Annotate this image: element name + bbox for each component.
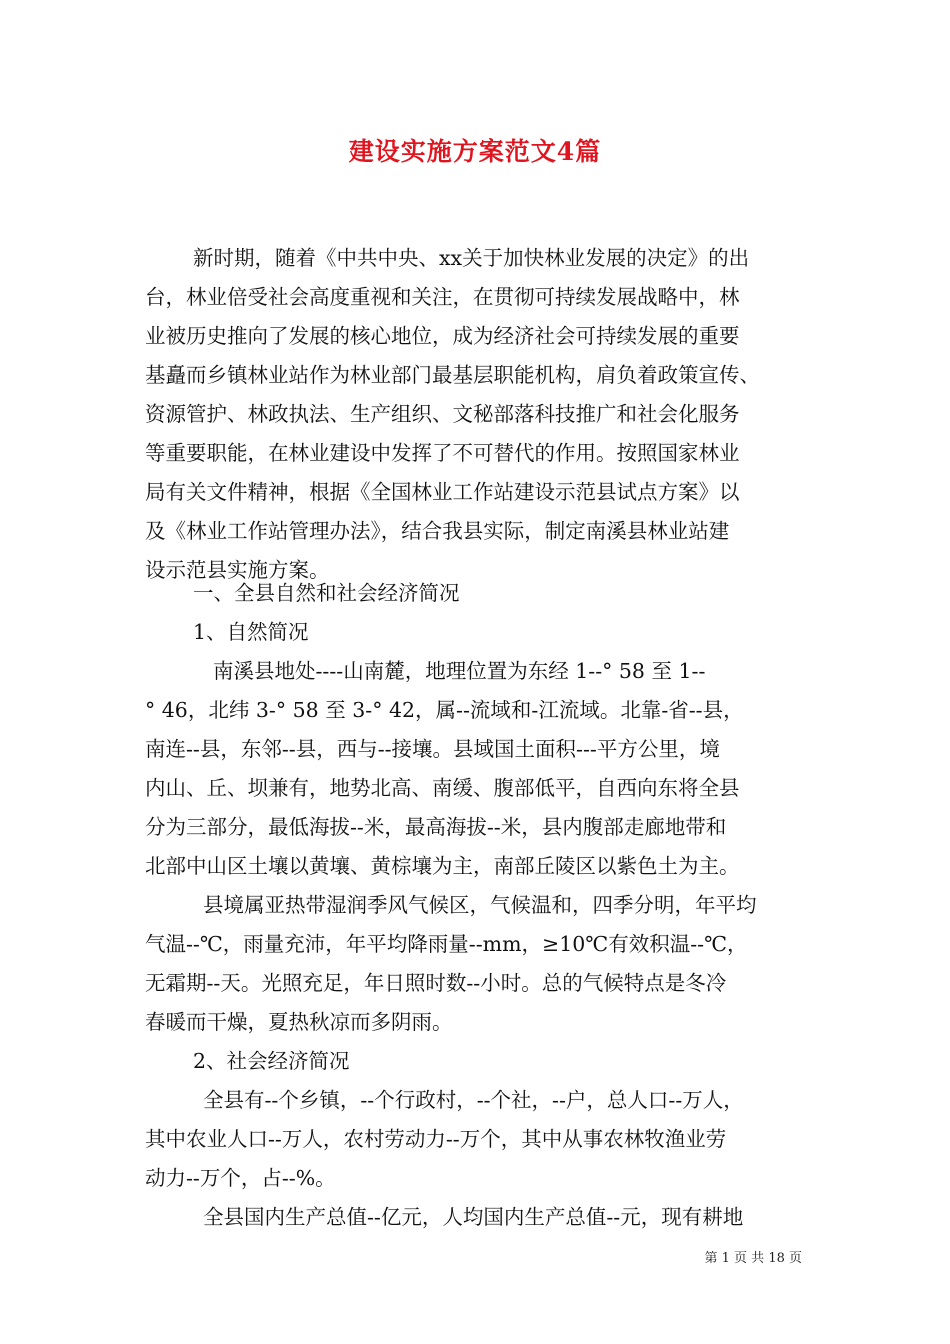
subsection-heading: 2、社会经济简况 xyxy=(193,1049,350,1073)
body-line: 北部中山区土壤以黄壤、黄棕壤为主，南部丘陵区以紫色土为主。 xyxy=(145,854,740,878)
body-line: 其中农业人口--万人，农村劳动力--万个，其中从事农林牧渔业劳 xyxy=(145,1127,727,1151)
body-line: 无霜期--天。光照充足，年日照时数--小时。总的气候特点是冬冷 xyxy=(145,971,727,995)
body-line: 等重要职能，在林业建设中发挥了不可替代的作用。按照国家林业 xyxy=(145,441,740,465)
body-line: 南溪县地处----山南麓，地理位置为东经 1--° 58 至 1-- xyxy=(213,659,706,683)
body-line: 资源管护、林政执法、生产组织、文秘部落科技推广和社会化服务 xyxy=(145,402,740,426)
subsection-heading: 1、自然简况 xyxy=(193,620,309,644)
body-line: 分为三部分，最低海拔--米，最高海拔--米，县内腹部走廊地带和 xyxy=(145,815,727,839)
body-line: 内山、丘、坝兼有，地势北高、南缓、腹部低平，自西向东将全县 xyxy=(145,776,740,800)
body-line: 局有关文件精神，根据《全国林业工作站建设示范县试点方案》以 xyxy=(145,480,740,504)
body-line: 业被历史推向了发展的核心地位，成为经济社会可持续发展的重要 xyxy=(145,324,740,348)
body-line: 气温--℃，雨量充沛，年平均降雨量--mm，≥10℃有效积温--℃， xyxy=(145,932,748,956)
body-line: 基矗而乡镇林业站作为林业部门最基层职能机构，肩负着政策宣传、 xyxy=(145,363,760,387)
body-line: 全县国内生产总值--亿元，人均国内生产总值--元，现有耕地 xyxy=(203,1205,744,1229)
body-line: 设示范县实施方案。 xyxy=(145,558,330,582)
section-heading: 一、全县自然和社会经济简况 xyxy=(193,581,460,605)
document-title: 建设实施方案范文4篇 xyxy=(348,137,602,166)
body-line: 春暖而干燥，夏热秋凉而多阴雨。 xyxy=(145,1010,453,1034)
body-line: 南连--县，东邻--县，西与--接壤。县域国土面积---平方公里，境 xyxy=(145,737,720,761)
body-line: ° 46，北纬 3-° 58 至 3-° 42，属--流域和-江流域。北靠-省--县， xyxy=(145,698,744,722)
body-line: 新时期，随着《中共中央、xx关于加快林业发展的决定》的出 xyxy=(193,246,750,270)
body-line: 全县有--个乡镇，--个行政村，--个社，--户，总人口--万人， xyxy=(203,1088,744,1112)
body-line: 动力--万个，占--%。 xyxy=(145,1166,336,1190)
body-line: 及《林业工作站管理办法》，结合我县实际，制定南溪县林业站建 xyxy=(145,519,730,543)
page-number-footer: 第 1 页 共 18 页 xyxy=(704,1251,802,1266)
body-line: 县境属亚热带湿润季风气候区，气候温和，四季分明，年平均 xyxy=(203,893,757,917)
body-line: 台，林业倍受社会高度重视和关注，在贯彻可持续发展战略中，林 xyxy=(145,285,740,309)
